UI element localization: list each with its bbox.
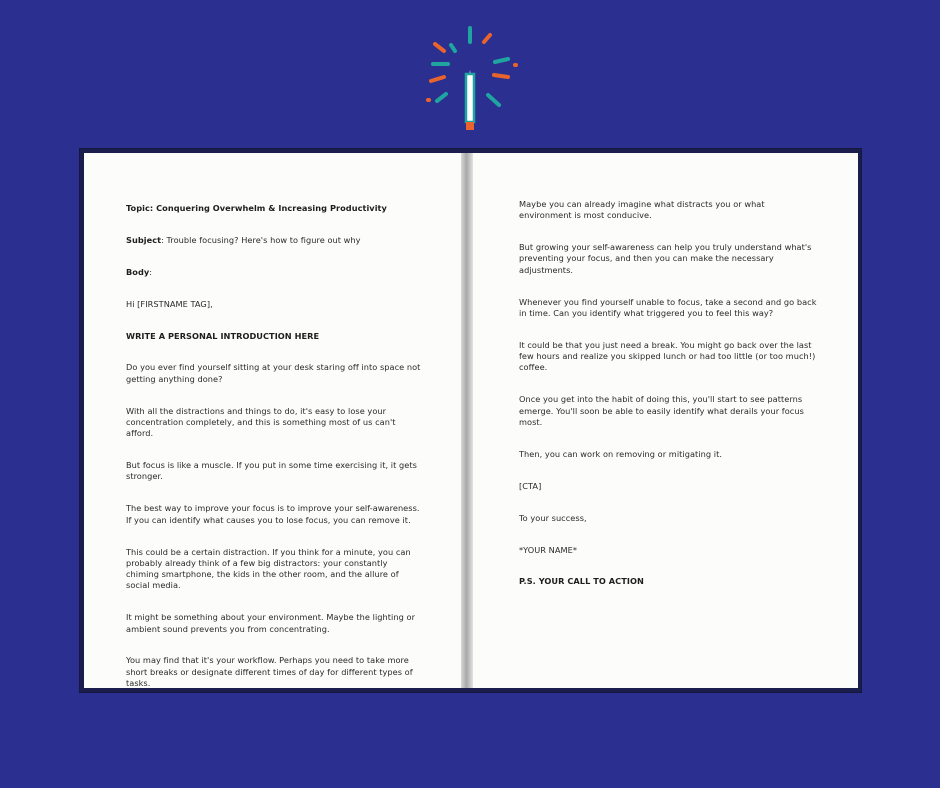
document-spread <box>79 148 862 693</box>
paragraph: With all the distractions and things to do, it's easy to lose your concentration completely, and this is something most of us can't afford. <box>126 405 396 439</box>
page-gutter <box>461 153 473 688</box>
paragraph: This could be a certain distraction. If you think for a minute, you can probably already think of a few big distractors: your constantly chiming smartphone, the kids in the other room, and the allure of social media. <box>126 546 411 591</box>
paragraph: Once you get into the habit of doing this, you'll start to see patterns emerge. You'll soon be able to easily identify what derails your focus most. <box>519 394 804 427</box>
paragraph: You may find that it's your workflow. Perhaps you need to take more short breaks or designate different times of day for different types of tasks. <box>126 655 413 689</box>
subject-label: Subject <box>126 234 162 245</box>
signature: *YOUR NAME* <box>519 544 577 555</box>
ps-call-to-action: P.S. YOUR CALL TO ACTION <box>519 576 644 587</box>
paragraph: But growing your self-awareness can help you truly understand what's preventing your focus, and then you can make the necessary adjustments. <box>519 242 812 275</box>
right-page <box>473 153 858 688</box>
paragraph: It could be that you just need a break. You might go back over the last few hours and realize you skipped lunch or had too little (or too much!) coffee. <box>519 339 816 373</box>
paragraph: Whenever you find yourself unable to focus, take a second and go back in time. Can you identify what triggered you to feel this way? <box>519 296 817 318</box>
pencil-sunburst-icon <box>425 18 520 136</box>
left-page <box>84 153 461 688</box>
topic-line: Topic: Conquering Overwhelm & Increasing Productivity <box>126 203 387 213</box>
body-line <box>126 267 421 278</box>
subject-text: : Trouble focusing? Here's how to figure out why <box>161 234 361 245</box>
cta-placeholder: [CTA] <box>519 480 542 491</box>
paragraph: But focus is like a muscle. If you put in some time exercising it, it gets stronger. <box>126 460 417 482</box>
closing: To your success, <box>519 512 587 523</box>
paragraph: Maybe you can already imagine what distracts you or what environment is most conducive. <box>519 199 765 221</box>
body-colon: : <box>149 266 153 277</box>
subject-line <box>126 235 421 246</box>
paragraph: Do you ever find yourself sitting at your desk staring off into space not getting anything done? <box>126 362 421 384</box>
paragraph: The best way to improve your focus is to improve your self-awareness. If you can identify what causes you to lose focus, you can remove it. <box>126 503 420 525</box>
intro-heading: WRITE A PERSONAL INTRODUCTION HERE <box>126 330 320 341</box>
body-label: Body <box>126 266 150 277</box>
greeting: Hi [FIRSTNAME TAG], <box>126 298 213 309</box>
paragraph: It might be something about your environment. Maybe the lighting or ambient sound prevents you from concentrating. <box>126 612 415 634</box>
paragraph: Then, you can work on removing or mitigating it. <box>519 448 723 459</box>
